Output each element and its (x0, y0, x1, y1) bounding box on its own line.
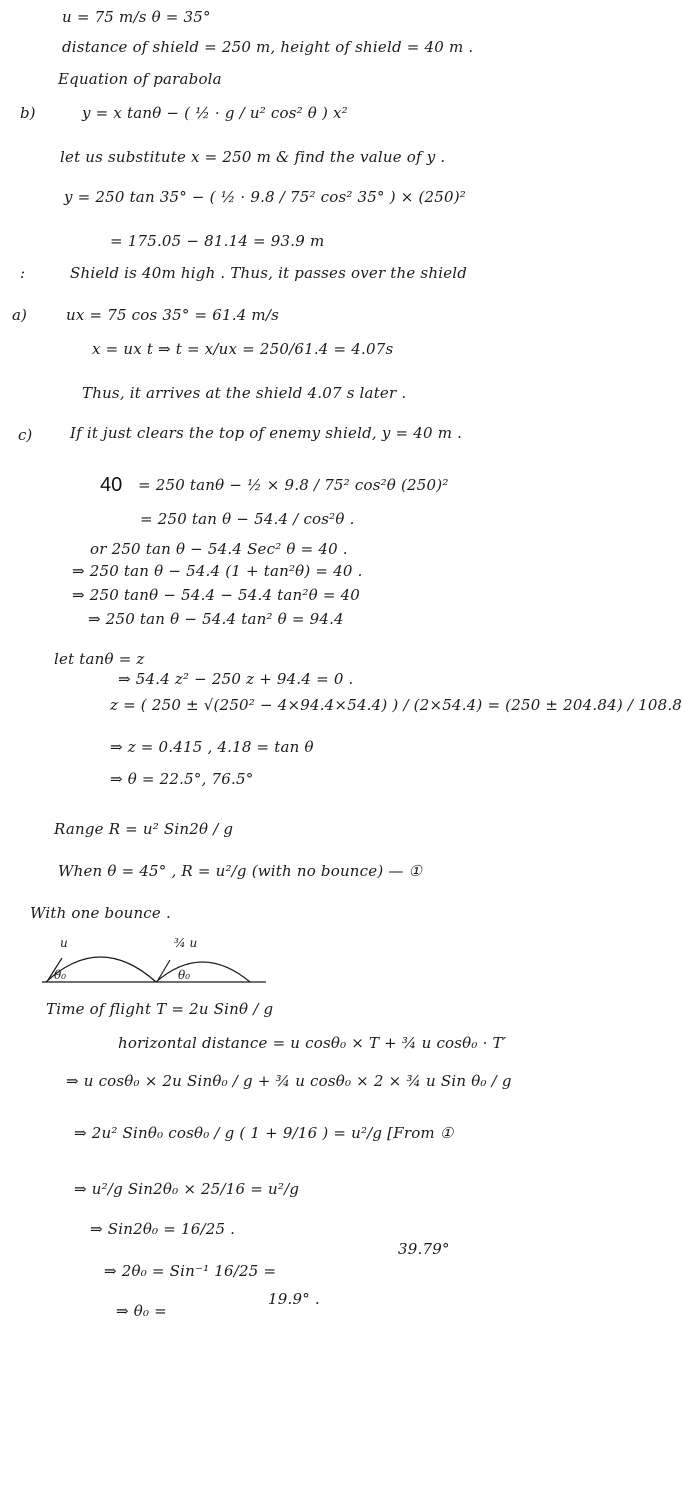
horizontal-velocity-line: ux = 75 cos 35° = 61.4 m/s (66, 306, 280, 324)
arrival-time-line: Thus, it arrives at the shield 4.07 s later . (82, 384, 407, 402)
second-arc (156, 962, 250, 982)
max-range-line: When θ = 45° , R = u²/g (with no bounce) — ① (58, 862, 423, 880)
diagram-label-u: u (60, 936, 68, 950)
substitution-equation: y = 250 tan 35° − ( ½ · 9.8 / 75² cos² 35° ) × (250)² (64, 188, 467, 206)
one-bounce-heading: With one bounce . (30, 904, 171, 922)
simplified-line: ⇒ 250 tan θ − 54.4 tan² θ = 94.4 (88, 610, 344, 628)
part-label-c: c) (18, 426, 33, 444)
quadratic-formula-line: z = ( 250 ± √(250² − 4×94.4×54.4) ) / (2×54.4) = (250 ± 204.84) / 108.8 (110, 696, 682, 714)
range-formula-line: Range R = u² Sin2θ / g (54, 820, 234, 838)
theta-values-line: ⇒ θ = 22.5°, 76.5° (110, 770, 254, 788)
diagram-label-theta-1: θ₀ (54, 968, 67, 982)
let-z-line: let tanθ = z (54, 650, 145, 668)
sin2theta-equation-line: ⇒ u²/g Sin2θ₀ × 25/16 = u²/g (74, 1180, 300, 1198)
quadratic-line: ⇒ 54.4 z² − 250 z + 94.4 = 0 . (118, 670, 354, 688)
distance-expansion-line: ⇒ u cosθ₀ × 2u Sinθ₀ / g + ¾ u cosθ₀ × 2 × ¾ u Sin θ₀ / g (66, 1072, 512, 1090)
parabola-equation: y = x tanθ − ( ½ · g / u² cos² θ ) x² (82, 104, 348, 122)
horizontal-distance-line: horizontal distance = u cosθ₀ × T + ¾ u cosθ₀ · T′ (118, 1034, 507, 1052)
factored-line: ⇒ 2u² Sinθ₀ cosθ₀ / g ( 1 + 9/16 ) = u²/g [From ① (74, 1124, 454, 1142)
z-roots-line: ⇒ z = 0.415 , 4.18 = tan θ (110, 738, 314, 756)
theta-zero-line: ⇒ θ₀ = (116, 1302, 167, 1320)
substitute-line: let us substitute x = 250 m & find the value of y . (60, 148, 446, 166)
given-values-line: u = 75 m/s θ = 35° (62, 8, 211, 26)
part-label-b: b) (20, 104, 36, 122)
tan-identity-line: ⇒ 250 tan θ − 54.4 (1 + tan²θ) = 40 . (72, 562, 363, 580)
part-c-equation-2: = 250 tan θ − 54.4 / cos²θ . (140, 510, 355, 528)
sec-squared-line: or 250 tan θ − 54.4 Sec² θ = 40 . (90, 540, 348, 558)
shield-distance-line: distance of shield = 250 m, height of shield = 40 m . (62, 38, 474, 56)
therefore-marker: : (20, 264, 26, 282)
theta-zero-result: 19.9° . (268, 1290, 320, 1308)
time-equation-line: x = ux t ⇒ t = x/ux = 250/61.4 = 4.07s (92, 340, 394, 358)
inverse-sine-line: ⇒ 2θ₀ = Sin⁻¹ 16/25 = (104, 1262, 277, 1280)
clears-shield-line: Shield is 40m high . Thus, it passes over the shield (70, 264, 468, 282)
typed-value-40: 40 (100, 474, 123, 496)
time-of-flight-line: Time of flight T = 2u Sinθ / g (46, 1000, 274, 1018)
sin2theta-value-line: ⇒ Sin2θ₀ = 16/25 . (90, 1220, 236, 1238)
y-result-line: = 175.05 − 81.14 = 93.9 m (110, 232, 325, 250)
expanded-line: ⇒ 250 tanθ − 54.4 − 54.4 tan²θ = 40 (72, 586, 361, 604)
diagram-label-three-quarter-u: ¾ u (174, 936, 198, 950)
parabola-heading: Equation of parabola (58, 70, 222, 88)
two-theta-result: 39.79° (398, 1240, 450, 1258)
part-c-condition-line: If it just clears the top of enemy shield, y = 40 m . (70, 424, 463, 442)
diagram-label-theta-2: θ₀ (178, 968, 191, 982)
part-c-equation-1: = 250 tanθ − ½ × 9.8 / 75² cos²θ (250)² (138, 476, 449, 494)
bounce-trajectory-diagram (40, 936, 270, 988)
part-label-a: a) (12, 306, 27, 324)
bounce-velocity-arrow (158, 960, 170, 980)
trajectory-arcs (40, 936, 270, 988)
